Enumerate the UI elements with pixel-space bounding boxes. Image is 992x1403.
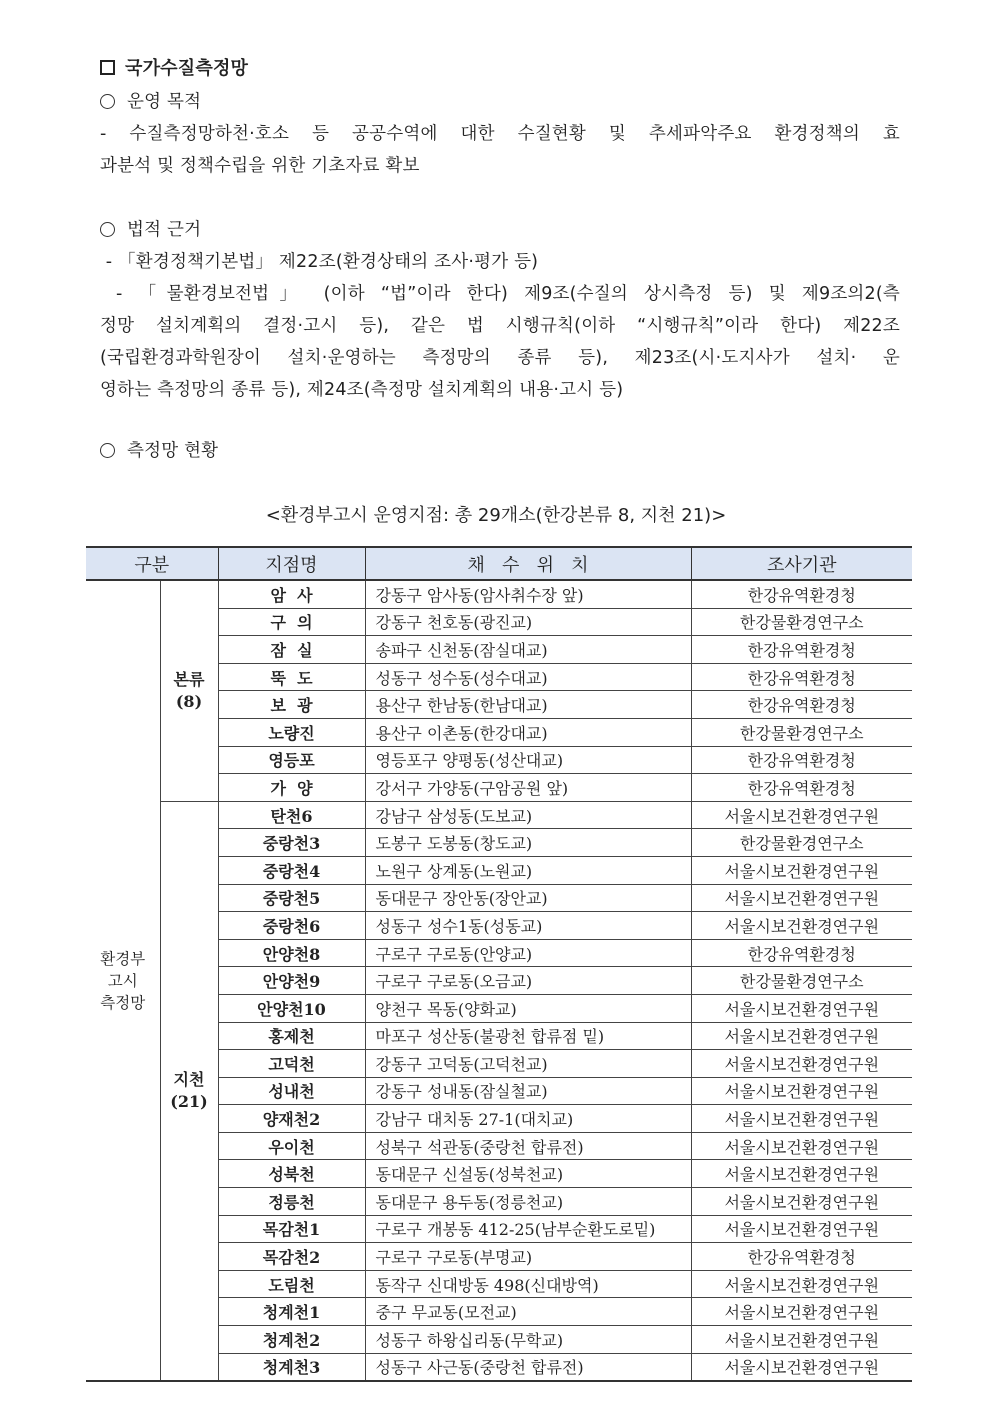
- site-name-cell: 안양천9: [218, 967, 365, 995]
- circle-bullet-icon: [100, 222, 115, 237]
- location-cell: 중구 무교동(모전교): [365, 1298, 691, 1326]
- site-name-cell: 뚝 도: [218, 663, 365, 691]
- site-name-cell: 고덕천: [218, 1050, 365, 1078]
- agency-cell: 한강물환경연구소: [691, 718, 912, 746]
- location-cell: 마포구 성산동(불광천 합류점 밑): [365, 1022, 691, 1050]
- agency-cell: 서울시보건환경연구원: [691, 1326, 912, 1354]
- site-name-cell: 중랑천4: [218, 856, 365, 884]
- agency-cell: 서울시보건환경연구원: [691, 1270, 912, 1298]
- agency-cell: 서울시보건환경연구원: [691, 994, 912, 1022]
- header-site-name: 지점명: [218, 547, 365, 580]
- purpose-section: [100, 86, 900, 182]
- site-name-cell: 안양천10: [218, 994, 365, 1022]
- site-name-cell: 노량진: [218, 718, 365, 746]
- location-cell: 동대문구 용두동(정릉천교): [365, 1188, 691, 1216]
- location-cell: 강남구 삼성동(도보교): [365, 801, 691, 829]
- agency-cell: 한강유역환경청: [691, 636, 912, 664]
- table-body: [86, 580, 912, 1381]
- location-cell: 강동구 고덕동(고덕천교): [365, 1050, 691, 1078]
- agency-cell: 서울시보건환경연구원: [691, 1132, 912, 1160]
- purpose-line: - 수질측정망하천·호소 등 공공수역에 대한 수질현황 및 추세파악주요 환경정책의 효: [100, 124, 900, 144]
- site-name-cell: 구 의: [218, 608, 365, 636]
- legal-line: - 「환경정책기본법」 제22조(환경상태의 조사·평가 등): [100, 252, 539, 272]
- site-name-cell: 중랑천5: [218, 884, 365, 912]
- location-cell: 용산구 이촌동(한강대교): [365, 718, 691, 746]
- site-name-cell: 보 광: [218, 691, 365, 719]
- location-cell: 구로구 구로동(오금교): [365, 967, 691, 995]
- agency-cell: 한강유역환경청: [691, 939, 912, 967]
- table-row: [86, 580, 912, 608]
- monitoring-sites-table: [86, 546, 912, 1382]
- site-name-cell: 양재천2: [218, 1105, 365, 1133]
- site-name-cell: 홍제천: [218, 1022, 365, 1050]
- legal-line: - 「물환경보전법」 (이하 “법”이라 한다) 제9조(수질의 상시측정 등) 및 제9조의2(측: [100, 284, 900, 304]
- location-cell: 동대문구 장안동(장안교): [365, 884, 691, 912]
- site-name-cell: 탄천6: [218, 801, 365, 829]
- site-name-cell: 영등포: [218, 746, 365, 774]
- agency-cell: 서울시보건환경연구원: [691, 801, 912, 829]
- location-cell: 양천구 목동(양화교): [365, 994, 691, 1022]
- legal-title: 법적 근거: [100, 214, 900, 246]
- agency-cell: 한강유역환경청: [691, 691, 912, 719]
- table-header-row: [86, 547, 912, 580]
- header-category: 구분: [86, 547, 218, 580]
- agency-cell: 서울시보건환경연구원: [691, 1215, 912, 1243]
- location-cell: 강동구 암사동(암사취수장 앞): [365, 580, 691, 608]
- location-cell: 강서구 가양동(구암공원 앞): [365, 774, 691, 802]
- circle-bullet-icon: [100, 94, 115, 109]
- agency-cell: 한강유역환경청: [691, 1243, 912, 1271]
- legal-line: (국립환경과학원장이 설치·운영하는 측정망의 종류 등), 제23조(시·도지사가 설치· 운: [100, 348, 900, 368]
- legal-section: [100, 214, 900, 406]
- section-heading: [100, 54, 900, 80]
- agency-cell: 한강물환경연구소: [691, 829, 912, 857]
- checkbox-square-icon: [100, 60, 115, 75]
- location-cell: 강남구 대치동 27-1(대치교): [365, 1105, 691, 1133]
- location-cell: 성동구 사근동(중랑천 합류전): [365, 1353, 691, 1381]
- agency-cell: 서울시보건환경연구원: [691, 1353, 912, 1381]
- site-name-cell: 중랑천3: [218, 829, 365, 857]
- agency-cell: 한강물환경연구소: [691, 608, 912, 636]
- group-cell: 지천 (21): [160, 801, 218, 1381]
- site-name-cell: 청계천2: [218, 1326, 365, 1354]
- agency-cell: 서울시보건환경연구원: [691, 1022, 912, 1050]
- agency-cell: 한강물환경연구소: [691, 967, 912, 995]
- location-cell: 도봉구 도봉동(창도교): [365, 829, 691, 857]
- agency-cell: 서울시보건환경연구원: [691, 1188, 912, 1216]
- site-name-cell: 도림천: [218, 1270, 365, 1298]
- agency-cell: 서울시보건환경연구원: [691, 856, 912, 884]
- agency-cell: 한강유역환경청: [691, 580, 912, 608]
- location-cell: 강동구 천호동(광진교): [365, 608, 691, 636]
- site-name-cell: 잠 실: [218, 636, 365, 664]
- site-name-cell: 중랑천6: [218, 912, 365, 940]
- site-name-cell: 목감천2: [218, 1243, 365, 1271]
- status-title: 측정망 현황: [100, 435, 900, 467]
- legal-line: 영하는 측정망의 종류 등), 제24조(측정망 설치계획의 내용·고시 등): [100, 380, 624, 400]
- location-cell: 송파구 신천동(잠실대교): [365, 636, 691, 664]
- location-cell: 용산구 한남동(한남대교): [365, 691, 691, 719]
- location-cell: 영등포구 양평동(성산대교): [365, 746, 691, 774]
- site-name-cell: 성북천: [218, 1160, 365, 1188]
- location-cell: 성북구 석관동(중랑천 합류전): [365, 1132, 691, 1160]
- site-name-cell: 성내천: [218, 1077, 365, 1105]
- purpose-title: 운영 목적: [100, 86, 900, 118]
- purpose-line: 과분석 및 정책수립을 위한 기초자료 확보: [100, 156, 420, 176]
- site-name-cell: 암 사: [218, 580, 365, 608]
- location-cell: 동대문구 신설동(성북천교): [365, 1160, 691, 1188]
- table-caption: <환경부고시 운영지점: 총 29개소(한강본류 8, 지천 21)>: [265, 505, 727, 526]
- site-name-cell: 청계천3: [218, 1353, 365, 1381]
- status-section: [100, 435, 900, 467]
- agency-cell: 서울시보건환경연구원: [691, 1105, 912, 1133]
- agency-cell: 한강유역환경청: [691, 746, 912, 774]
- category-cell: 환경부 고시 측정망: [86, 580, 160, 1381]
- location-cell: 성동구 성수1동(성동교): [365, 912, 691, 940]
- site-name-cell: 목감천1: [218, 1215, 365, 1243]
- header-sampling-location: 채 수 위 치: [365, 547, 691, 580]
- group-cell: 본류 (8): [160, 580, 218, 801]
- agency-cell: 서울시보건환경연구원: [691, 1298, 912, 1326]
- site-name-cell: 정릉천: [218, 1188, 365, 1216]
- agency-cell: 서울시보건환경연구원: [691, 884, 912, 912]
- location-cell: 성동구 성수동(성수대교): [365, 663, 691, 691]
- agency-cell: 한강유역환경청: [691, 774, 912, 802]
- site-name-cell: 우이천: [218, 1132, 365, 1160]
- heading-text: 국가수질측정망: [125, 58, 249, 79]
- circle-bullet-icon: [100, 443, 115, 458]
- site-name-cell: 가 양: [218, 774, 365, 802]
- agency-cell: 서울시보건환경연구원: [691, 912, 912, 940]
- legal-line: 정망 설치계획의 결정·고시 등), 같은 법 시행규칙(이하 “시행규칙”이라 한다) 제22조: [100, 316, 900, 336]
- location-cell: 강동구 성내동(잠실철교): [365, 1077, 691, 1105]
- location-cell: 성동구 하왕십리동(무학교): [365, 1326, 691, 1354]
- header-agency: 조사기관: [691, 547, 912, 580]
- table-row: [86, 801, 912, 829]
- location-cell: 구로구 구로동(부명교): [365, 1243, 691, 1271]
- location-cell: 구로구 구로동(안양교): [365, 939, 691, 967]
- site-name-cell: 청계천1: [218, 1298, 365, 1326]
- site-name-cell: 안양천8: [218, 939, 365, 967]
- location-cell: 동작구 신대방동 498(신대방역): [365, 1270, 691, 1298]
- agency-cell: 한강유역환경청: [691, 663, 912, 691]
- agency-cell: 서울시보건환경연구원: [691, 1160, 912, 1188]
- agency-cell: 서울시보건환경연구원: [691, 1077, 912, 1105]
- agency-cell: 서울시보건환경연구원: [691, 1050, 912, 1078]
- location-cell: 구로구 개봉동 412-25(남부순환도로밑): [365, 1215, 691, 1243]
- location-cell: 노원구 상계동(노원교): [365, 856, 691, 884]
